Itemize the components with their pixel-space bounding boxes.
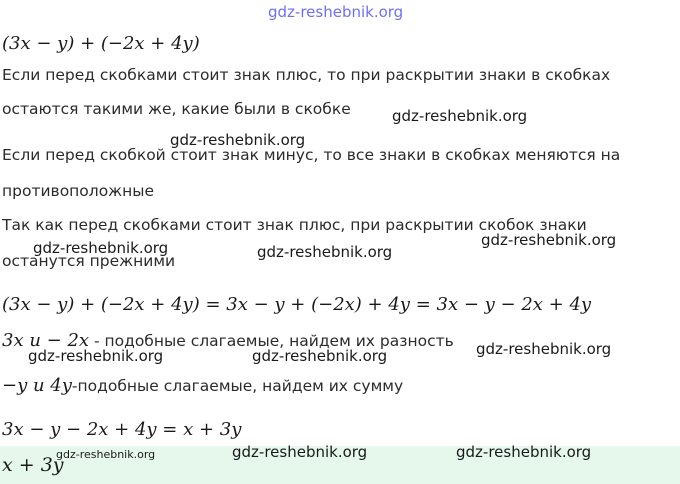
rule-plus-line-2: остаются такими же, какие были в скобке	[2, 100, 351, 118]
rule-minus-line-2: противоположные	[2, 182, 155, 200]
watermark: gdz-reshebnik.org	[33, 239, 169, 257]
since-line-2: останутся прежними	[2, 252, 176, 270]
like-terms-2-math: −y и 4y	[2, 375, 72, 396]
like-terms-1-math: 3x и − 2x	[2, 330, 90, 351]
like-terms-1-text: - подобные слагаемые, найдем их разность	[89, 332, 454, 350]
watermark: gdz-reshebnik.org	[232, 443, 368, 461]
simplified-equation: 3x − y − 2x + 4y = x + 3y	[2, 419, 242, 440]
watermark: gdz-reshebnik.org	[257, 243, 393, 261]
expansion-equation: (3x − y) + (−2x + 4y) = 3x − y + (−2x) + 4y = 3x − y − 2x + 4y	[2, 294, 592, 315]
expression: (3x − y) + (−2x + 4y)	[2, 33, 200, 54]
watermark: gdz-reshebnik.org	[28, 347, 164, 365]
like-terms-line-2	[2, 375, 403, 396]
watermark: gdz-reshebnik.org	[170, 131, 306, 149]
like-terms-2-text: -подобные слагаемые, найдем их сумму	[71, 377, 404, 395]
watermark: gdz-reshebnik.org	[456, 443, 592, 461]
since-line-1: Так как перед скобками стоит знак плюс, при раскрытии скобок знаки	[2, 216, 587, 234]
watermark: gdz-reshebnik.org	[476, 340, 612, 358]
watermark: gdz-reshebnik.org	[392, 107, 528, 125]
watermark: gdz-reshebnik.org	[252, 347, 388, 365]
watermark: gdz-reshebnik.org	[56, 448, 156, 461]
watermark: gdz-reshebnik.org	[481, 231, 617, 249]
rule-plus-line-1: Если перед скобками стоит знак плюс, то при раскрытии знаки в скобках	[2, 66, 611, 84]
rule-minus-line-1: Если перед скобкой стоит знак минус, то все знаки в скобках меняются на	[2, 146, 621, 164]
watermark: gdz-reshebnik.org	[268, 3, 404, 21]
final-answer: x + 3y	[2, 454, 64, 476]
